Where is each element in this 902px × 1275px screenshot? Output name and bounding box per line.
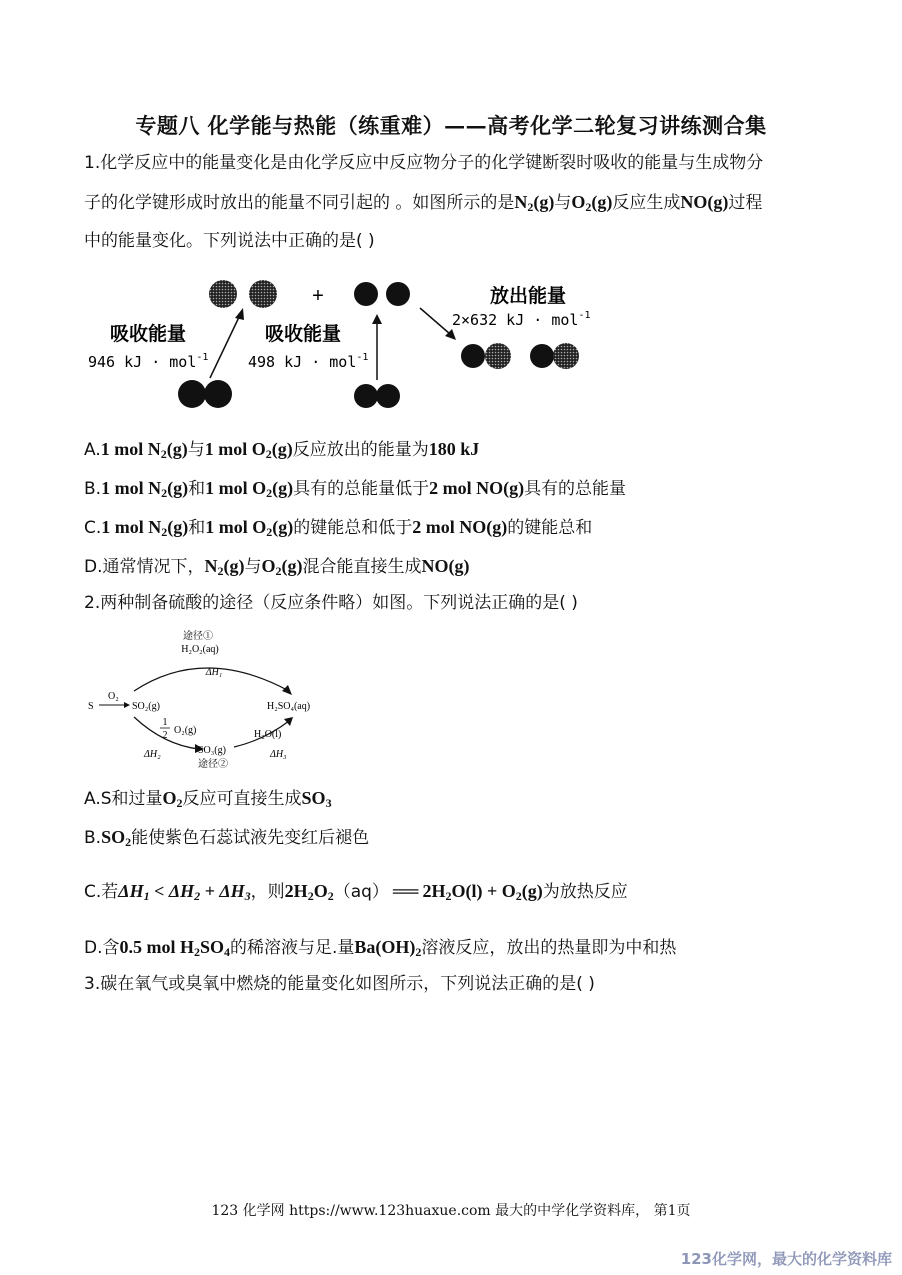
h2ol-label: H₂O(l)	[254, 729, 282, 740]
q1-energy-figure	[80, 270, 640, 420]
q1-option-a[interactable]: A.1 mol $N_2(g)$与1 mol $O_2(g)$反应放出的能量为180 kJ	[84, 439, 480, 461]
s-label: S	[88, 701, 94, 712]
q3-stem: 3.碳在氧气或臭氧中燃烧的能量变化如图所示，下列说法正确的是( )	[84, 974, 595, 994]
o-atom	[376, 384, 400, 408]
absorb-value-2: 498 kJ · mol$^{-1}$	[248, 352, 369, 371]
dh2-label: ΔH₂	[144, 749, 161, 760]
n-atom	[178, 380, 206, 408]
q2-option-c[interactable]: C.若$\Delta H_1 < \Delta H_2 + \Delta H_3$，则$2H_2O_2(aq)$ ══ $2H_2O(l) + O_2(g)$为放热反应	[84, 881, 628, 903]
q2-option-a[interactable]: A.S和过量$O_2$反应可直接生成$SO_3$	[84, 788, 332, 810]
half-numerator: 1	[162, 717, 168, 728]
o-atom	[530, 344, 554, 368]
o2-arrow-label: O₂	[108, 691, 119, 702]
route2-label: 途径②	[198, 759, 228, 770]
dh3-label: ΔH₃	[270, 749, 287, 760]
page-title: 专题八 化学能与热能（练重难）——高考化学二轮复习讲练测合集	[135, 113, 767, 138]
o-atom	[354, 282, 378, 306]
o2g-label: O₂(g)	[174, 725, 197, 736]
n-atom	[204, 380, 232, 408]
so2-label: SO₂(g)	[132, 701, 160, 712]
q1-line2: 子的化学键形成时放出的能量不同引起的 。如图所示的是$N_2(g)$与$O_2(g)$反应生成NO(g)过程	[84, 192, 763, 214]
o-atom	[386, 282, 410, 306]
q1-option-b[interactable]: B.1 mol $N_2(g)$和1 mol $O_2(g)$具有的总能量低于2 mol NO(g)具有的总能量	[84, 478, 627, 500]
n-atom	[209, 280, 237, 308]
h2so4-label: H₂SO₄(aq)	[267, 701, 311, 712]
plus-sign: +	[312, 285, 324, 307]
q2-stem: 2.两种制备硫酸的途径（反应条件略）如图。下列说法正确的是( )	[84, 593, 578, 613]
n-atom	[485, 343, 511, 369]
h2o2-label: H₂O₂(aq)	[181, 644, 219, 655]
o-atom	[354, 384, 378, 408]
absorb-label-1: 吸收能量	[110, 323, 187, 345]
q1-option-c[interactable]: C.1 mol $N_2(g)$和1 mol $O_2(g)$的键能总和低于2 mol NO(g)的键能总和	[84, 517, 593, 539]
q2-option-b[interactable]: $B.SO_2$能使紫色石蕊试液先变红后褪色	[84, 827, 370, 849]
absorb-label-2: 吸收能量	[265, 323, 342, 345]
watermark: 123化学网，最大的化学资料库	[680, 1250, 892, 1268]
absorb-value-1: 946 kJ · mol$^{-1}$	[88, 352, 209, 371]
q1-line3: 中的能量变化。下列说法中正确的是( )	[84, 231, 375, 251]
o-atom	[461, 344, 485, 368]
n-atom	[553, 343, 579, 369]
q1-option-d[interactable]: D.通常情况下，$N_2(g)$与$O_2(g)$混合能直接生成NO(g)	[84, 556, 470, 578]
release-value: 2×632 kJ · mol$^{-1}$	[452, 310, 591, 329]
so3-label: SO₃(g)	[198, 745, 226, 756]
n-atom	[249, 280, 277, 308]
q2-option-d[interactable]: D.含0.5 mol $H_2SO_4$的稀溶液与足.量$Ba(OH)_2$溶液反应，放出的热量即为中和热	[84, 937, 677, 959]
route1-label: 途径①	[183, 631, 213, 642]
q1-line1: 1.化学反应中的能量变化是由化学反应中反应物分子的化学键断裂时吸收的能量与生成物分	[84, 153, 764, 173]
q2-route-diagram	[84, 625, 324, 775]
dh1-label: ΔH₁	[205, 667, 223, 678]
page-footer: 123 化学网 https://www.123huaxue.com 最大的中学化学资料库， 第1页	[211, 1203, 691, 1219]
release-label: 放出能量	[490, 285, 567, 307]
half-denominator: 2	[162, 730, 168, 741]
